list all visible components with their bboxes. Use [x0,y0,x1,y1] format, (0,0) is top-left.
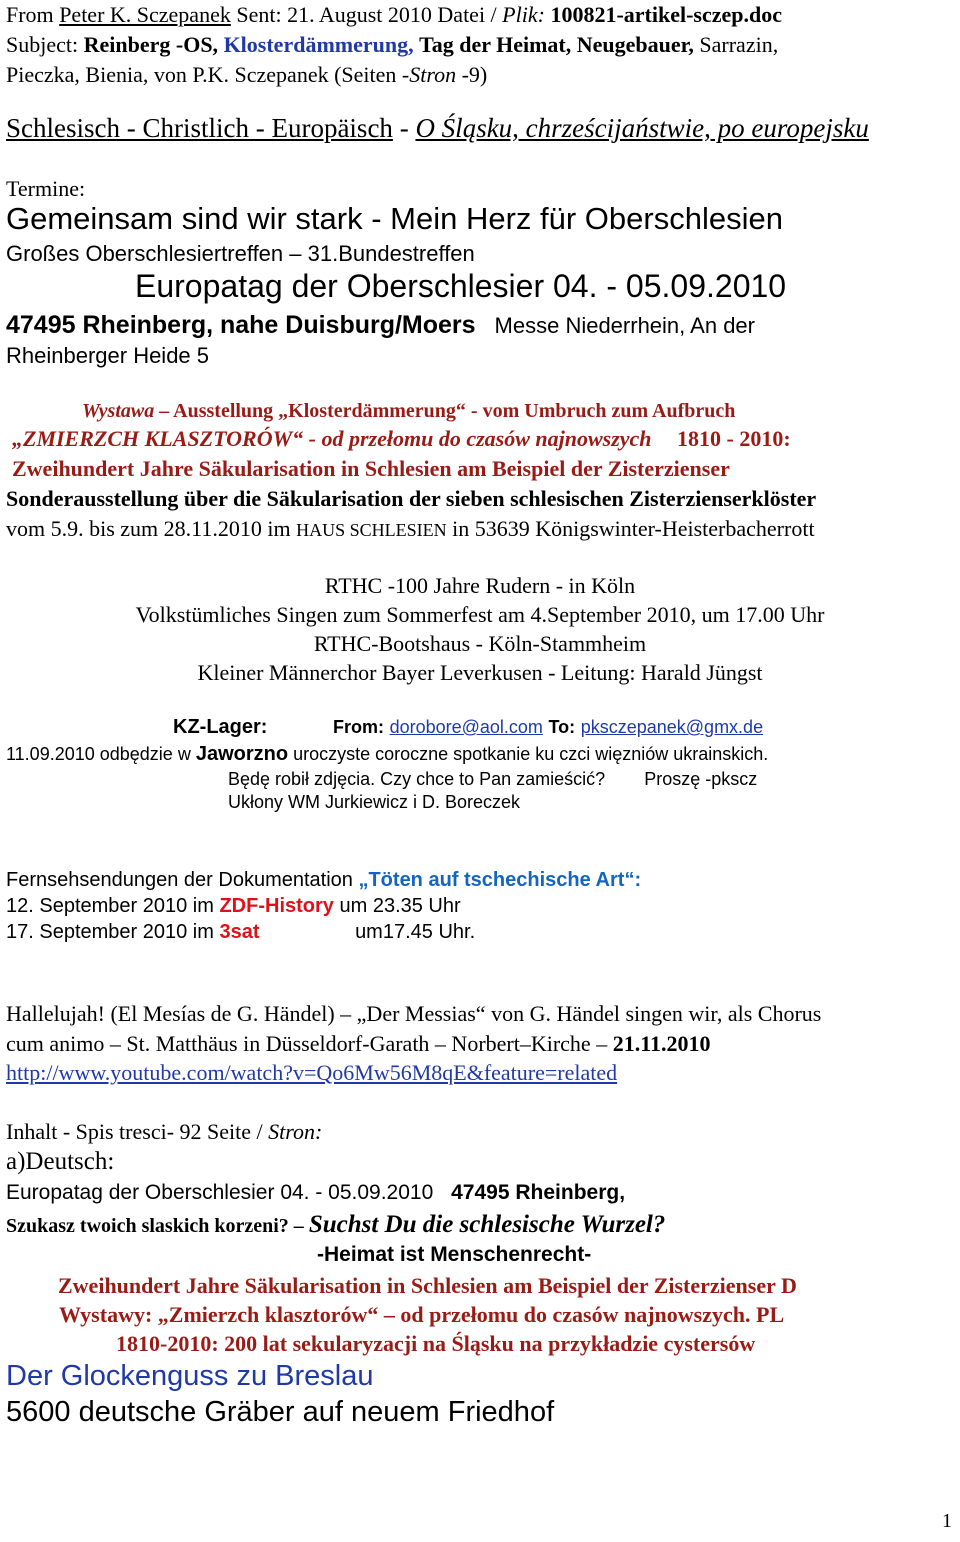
termine-label: Termine: [6,176,86,201]
termine-place-2: Rheinberger Heide 5 [6,343,210,368]
sender-name[interactable]: Peter K. Sczepanek [59,2,231,27]
rthc-line-1: RTHC -100 Jahre Rudern - in Köln [324,573,636,598]
kz-header: KZ-Lager: From: dorobore@aol.com To: pksczepanek@gmx.de [173,716,764,738]
exhibition-line-3: Zweihundert Jahre Säkularisation in Schlesien am Beispiel der Zisterzienser [12,456,730,481]
toc-line-7: Wystawy: „Zmierzch klasztorów“ – od przełomu do czasów najnowszych. PL [59,1302,785,1327]
exhibition-line-1: Wystawa – Ausstellung „Klosterdämmerung“ - vom Umbruch zum Aufbruch [82,400,736,422]
toc-line-2: a)Deutsch: [6,1148,115,1175]
to-email-link[interactable]: pksczepanek@gmx.de [580,717,764,737]
filename: 100821-artikel-sczep.doc [550,2,782,27]
rthc-line-3: RTHC-Bootshaus - Köln-Stammheim [313,631,647,656]
kz-line-3: Ukłony WM Jurkiewicz i D. Boreczek [228,792,521,812]
messias-line-2: cum animo – St. Matthäus in Düsseldorf-Garath – Norbert–Kirche – 21.11.2010 [6,1031,711,1056]
motto-de-link[interactable]: Schlesisch - Christlich - Europäisch [6,113,393,143]
rthc-line-4: Kleiner Männerchor Bayer Leverkusen - Leitung: Harald Jüngst [197,660,763,685]
kz-line-2: Będę robił zdjęcia. Czy chce to Pan zamieścić? Proszę -pkscz [228,769,758,789]
termine-place: 47495 Rheinberg, nahe Duisburg/Moers Messe Niederrhein, An der [6,311,755,339]
exhibition-line-4: Sonderausstellung über die Säkularisation der sieben schlesischen Zisterzienserklöster [6,486,817,511]
kz-line-1: 11.09.2010 odbędzie w Jaworzno uroczyste coroczne spotkanie ku czci więzniów ukrainskich. [6,743,769,765]
page-number: 1 [942,1510,952,1532]
toc-line-9: Der Glockenguss zu Breslau [6,1360,374,1392]
header-subject-line: Subject: Reinberg -OS, Klosterdämmerung, Tag der Heimat, Neugebauer, Sarrazin, [6,32,779,57]
termine-sub: Großes Oberschlesiertreffen – 31.Bundestreffen [6,241,475,266]
exhibition-line-2: „ZMIERZCH KLASZTORÓW“ - od przełomu do czasów najnowszych 1810 - 2010: [12,426,791,451]
termine-headline: Gemeinsam sind wir stark - Mein Herz für Oberschlesien [6,201,783,236]
messias-url [6,1060,617,1086]
header-names-line: Pieczka, Bienia, von P.K. Sczepanek (Seiten -Stron -9) [6,62,488,87]
messias-line-1: Hallelujah! (El Mesías de G. Händel) – „Der Messias“ von G. Händel singen wir, als Chorus [6,1001,822,1026]
toc-line-1: Inhalt - Spis tresci- 92 Seite / Stron: [6,1119,323,1144]
from-email-link[interactable]: dorobore@aol.com [389,717,543,737]
toc-line-4: Szukasz twoich slaskich korzeni? – Suchst Du die schlesische Wurzel? [6,1211,666,1238]
header-from-line: From Peter K. Sczepanek Sent: 21. August 2010 Datei / Plik: 100821-artikel-sczep.doc [6,2,782,27]
tv-line-2: 12. September 2010 im ZDF-History um 23.35 Uhr [6,895,461,917]
exhibition-line-5: vom 5.9. bis zum 28.11.2010 im HAUS SCHLESIEN in 53639 Königswinter-Heisterbacherrott [6,516,815,541]
toc-line-6: Zweihundert Jahre Säkularisation in Schlesien am Beispiel der Zisterzienser D [58,1273,797,1298]
tv-line-3: 17. September 2010 im 3sat um17.45 Uhr. [6,921,476,943]
motto-pl-link[interactable]: O Śląsku, chrześcijaństwie, po europejsku [415,113,869,143]
toc-line-10: 5600 deutsche Gräber auf neuem Friedhof [6,1396,555,1428]
toc-line-5: -Heimat ist Menschenrecht- [317,1243,592,1266]
termine-event: Europatag der Oberschlesier 04. - 05.09.2010 [135,268,787,304]
tv-line-1: Fernsehsendungen der Dokumentation „Töten auf tschechische Art“: [6,869,642,891]
youtube-link[interactable]: http://www.youtube.com/watch?v=Qo6Mw56M8qE&feature=related [6,1060,618,1085]
motto: Schlesisch - Christlich - Europäisch - O Śląsku, chrześcijaństwie, po europejsku [6,113,869,143]
toc-line-3: Europatag der Oberschlesier 04. - 05.09.2010 47495 Rheinberg, [6,1181,626,1204]
toc-line-8: 1810-2010: 200 lat sekularyzacji na Śląsku na przykładzie cystersów [116,1331,756,1356]
rthc-line-2: Volkstümliches Singen zum Sommerfest am 4.September 2010, um 17.00 Uhr [135,602,825,627]
